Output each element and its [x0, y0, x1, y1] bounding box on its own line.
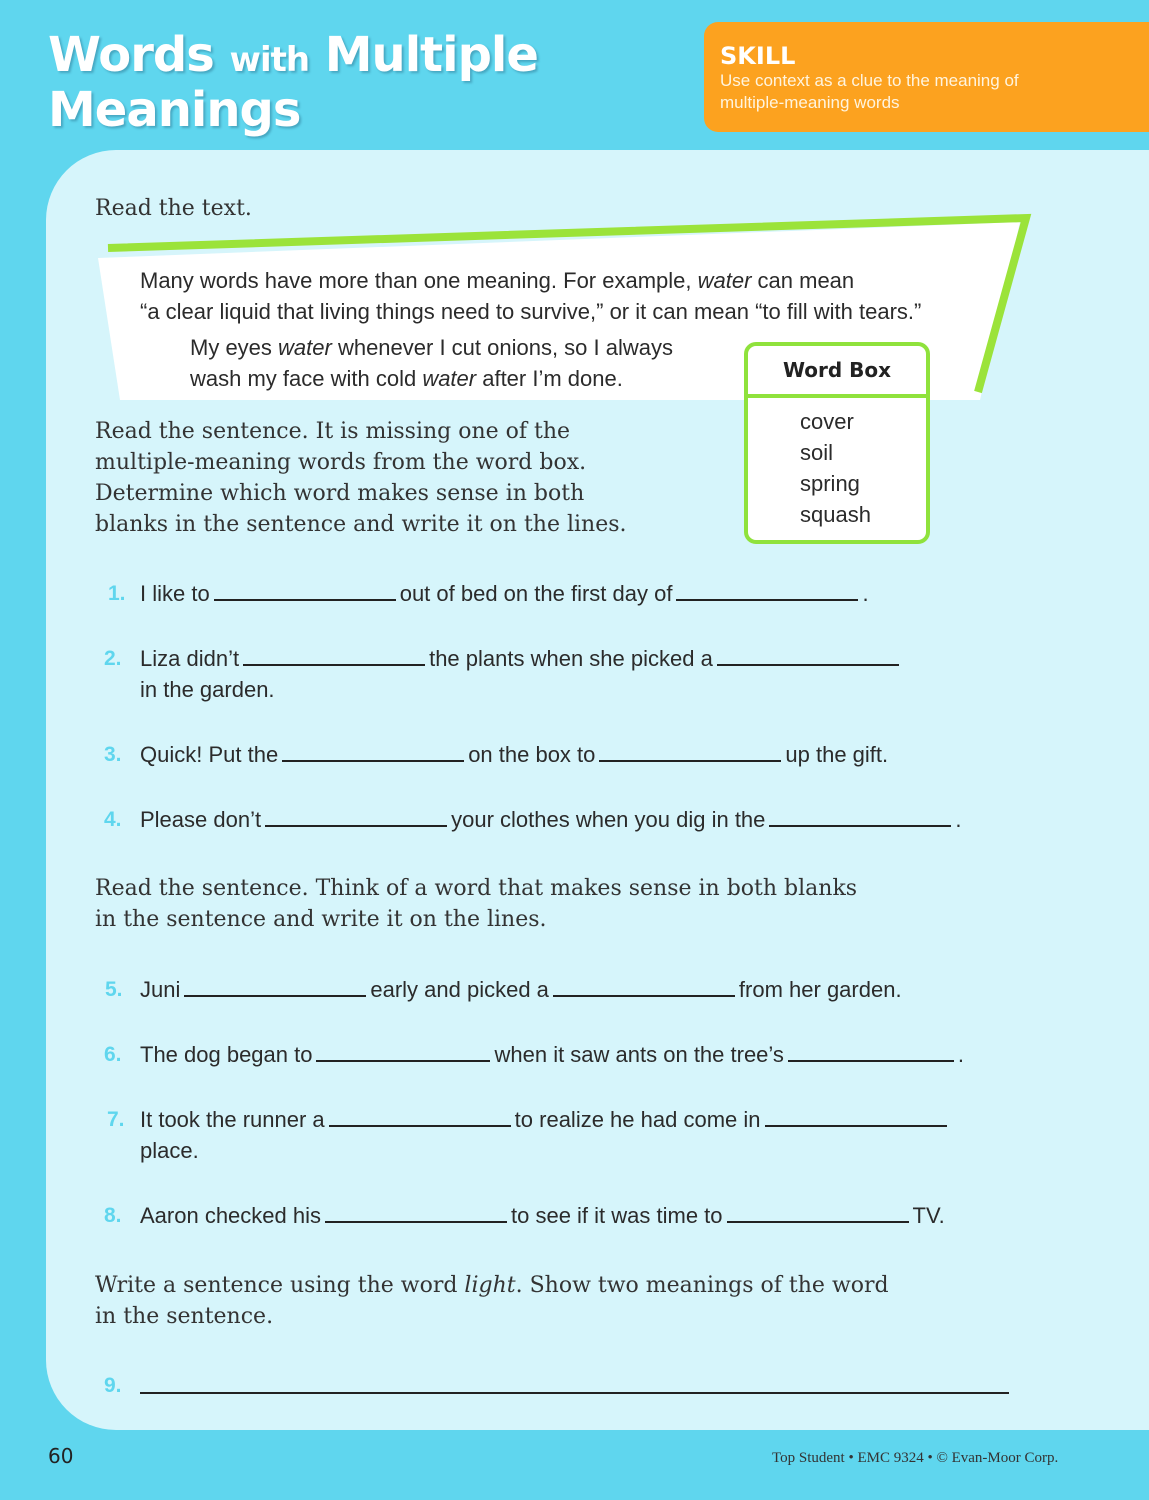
part1-instructions	[95, 416, 627, 540]
item-text: up the gift.	[785, 742, 889, 767]
item-text: It took the runner a	[140, 1107, 325, 1132]
part3-line1-end: . Show two meanings of the word	[515, 1273, 889, 1298]
item-number: 1.	[108, 582, 126, 605]
item-text: I like to	[140, 581, 210, 606]
word-box-title: Word Box	[782, 358, 892, 382]
answer-blank[interactable]	[553, 979, 735, 997]
word-box-item: cover	[800, 409, 854, 434]
title-word-with: with	[229, 40, 310, 80]
answer-blank[interactable]	[214, 583, 396, 601]
item-2-sentence	[140, 643, 903, 705]
word-box-item: spring	[800, 471, 860, 496]
item-number: 6.	[104, 1043, 122, 1066]
part1-instruction-line: multiple-meaning words from the word box.	[95, 450, 587, 475]
item-text: .	[955, 807, 962, 832]
item-6-sentence	[140, 1039, 964, 1070]
answer-blank[interactable]	[329, 1109, 511, 1127]
page-title	[48, 27, 538, 138]
skill-description: Use context as a clue to the meaning of multiple-meaning words	[720, 71, 1019, 112]
answer-blank[interactable]	[788, 1044, 954, 1062]
item-text-continued: in the garden.	[140, 677, 275, 702]
part1-instruction-line: Read the sentence. It is missing one of the	[95, 419, 571, 444]
callout-line1-start: Many words have more than one meaning. For example,	[140, 268, 698, 293]
item-1-sentence	[140, 578, 869, 609]
item-text: Juni	[140, 977, 181, 1002]
item-text: TV.	[912, 1203, 945, 1228]
callout-word-water: water	[697, 268, 752, 293]
answer-blank[interactable]	[316, 1044, 490, 1062]
item-number: 4.	[104, 808, 122, 831]
example-word-water-2: water	[422, 366, 477, 391]
item-text: when it saw ants on the tree’s	[494, 1042, 784, 1067]
example-line1-end: whenever I cut onions, so I always	[331, 335, 673, 360]
item-text: .	[862, 581, 869, 606]
item-text: on the box to	[468, 742, 596, 767]
item-number: 5.	[105, 978, 123, 1001]
example-line2-end: after I’m done.	[476, 366, 623, 391]
example-sentence	[190, 332, 673, 394]
word-box-list	[800, 406, 871, 530]
example-word-water-1: water	[278, 335, 332, 360]
answer-blank[interactable]	[184, 979, 366, 997]
item-text: The dog began to	[140, 1042, 313, 1067]
item-number: 3.	[104, 743, 122, 766]
callout-text	[140, 265, 921, 327]
word-box-item: squash	[800, 502, 871, 527]
part1-instruction-line: blanks in the sentence and write it on the lines.	[95, 512, 627, 537]
example-line1-start: My eyes	[190, 335, 279, 360]
title-word-meanings: Meanings	[48, 82, 301, 138]
item-text: out of bed on the first day of	[399, 581, 673, 606]
sentence-answer-line[interactable]	[140, 1392, 1009, 1394]
answer-blank[interactable]	[676, 583, 858, 601]
example-line2-start: wash my face with cold	[190, 366, 423, 391]
part1-instruction-line: Determine which word makes sense in both	[95, 481, 585, 506]
answer-blank[interactable]	[769, 809, 951, 827]
word-box-divider	[748, 394, 926, 398]
part3-instructions	[95, 1270, 889, 1332]
item-text: .	[957, 1042, 965, 1067]
item-text: your clothes when you dig in the	[451, 807, 766, 832]
item-3-sentence	[140, 739, 888, 770]
title-word-words: Words	[48, 27, 230, 83]
item-text: to realize he had come in	[514, 1107, 761, 1132]
skill-heading: SKILL	[720, 42, 796, 70]
copyright-credit: Top Student • EMC 9324 • © Evan-Moor Corp.	[772, 1450, 1059, 1466]
part2-instruction-line: Read the sentence. Think of a word that makes sense in both blanks	[95, 876, 858, 901]
part3-line1-start: Write a sentence using the word	[95, 1273, 465, 1298]
answer-blank[interactable]	[282, 744, 464, 762]
answer-blank[interactable]	[765, 1109, 947, 1127]
item-number: 9.	[104, 1374, 122, 1397]
skill-banner	[704, 22, 1149, 132]
item-text: early and picked a	[370, 977, 549, 1002]
title-word-multiple: Multiple	[309, 27, 538, 83]
word-box	[744, 342, 930, 544]
item-text: Quick! Put the	[140, 742, 279, 767]
answer-blank[interactable]	[265, 809, 447, 827]
read-text-instruction: Read the text.	[95, 196, 252, 221]
item-text: from her garden.	[738, 977, 902, 1002]
callout-line1-end: can mean	[751, 268, 855, 293]
item-number: 8.	[104, 1204, 122, 1227]
answer-blank[interactable]	[599, 744, 781, 762]
part3-word-light: light	[464, 1273, 516, 1298]
item-8-sentence	[140, 1200, 945, 1231]
word-box-item: soil	[800, 440, 834, 465]
item-4-sentence	[140, 804, 962, 835]
answer-blank[interactable]	[727, 1205, 909, 1223]
item-5-sentence	[140, 974, 902, 1005]
item-text: the plants when she picked a	[429, 646, 713, 671]
item-number: 7.	[107, 1108, 125, 1131]
answer-blank[interactable]	[243, 648, 425, 666]
item-number: 2.	[104, 647, 122, 670]
answer-blank[interactable]	[325, 1205, 507, 1223]
item-text: Liza didn’t	[140, 646, 240, 671]
item-text: to see if it was time to	[511, 1203, 723, 1228]
answer-blank[interactable]	[717, 648, 899, 666]
callout-line2: “a clear liquid that living things need to survive,” or it can mean “to fill with tears.”	[140, 299, 922, 324]
page-number: 60	[48, 1444, 74, 1468]
part2-instruction-line: in the sentence and write it on the lines.	[95, 907, 547, 932]
item-text: Aaron checked his	[140, 1203, 321, 1228]
part3-line2: in the sentence.	[95, 1304, 274, 1329]
item-text: Please don’t	[140, 807, 262, 832]
item-7-sentence	[140, 1104, 951, 1166]
item-text-continued: place.	[140, 1138, 199, 1163]
part2-instructions	[95, 873, 857, 935]
